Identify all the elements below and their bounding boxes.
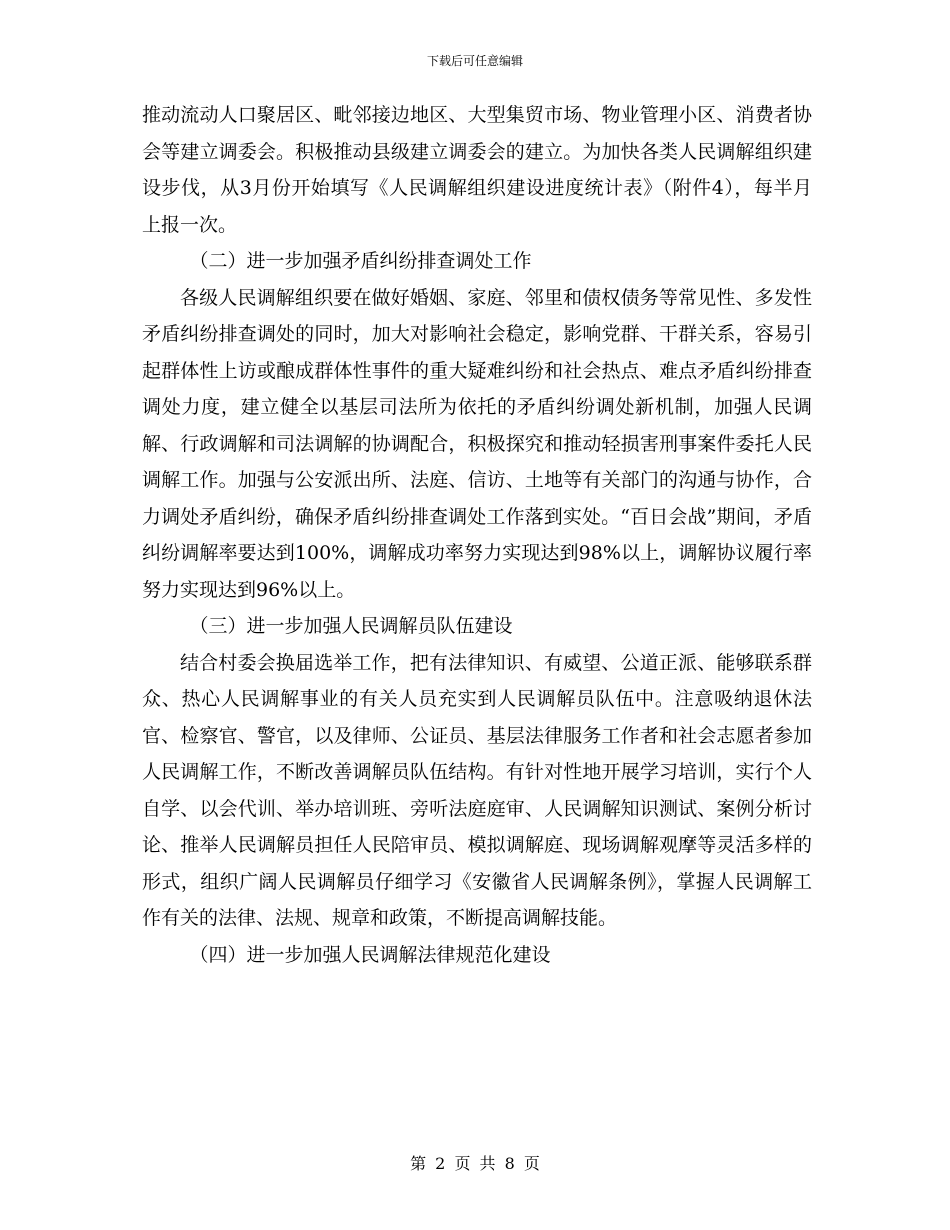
page-footer: 第 2 页 共 8 页 [410, 1154, 540, 1173]
paragraph-continuation: 推动流动人口聚居区、毗邻接边地区、大型集贸市场、物业管理小区、消费者协会等建立调委会。积极推动县级建立调委会的建立。为加快各类人民调解组织建设步伐，从3月份开始填写《人民调解组织建设进度统计表》（附件4），每半月上报一次。 [142, 104, 812, 236]
paragraph-dispute-handling: 各级人民调解组织要在做好婚姻、家庭、邻里和债权债务等常见性、多发性矛盾纠纷排查调处的同时，加大对影响社会稳定，影响党群、干群关系，容易引起群体性上访或酿成群体性事件的重大疑难纠纷和社会热点、难点矛盾纠纷排查调处力度，建立健全以基层司法所为依托的矛盾纠纷调处新机制，加强人民调解、行政调解和司法调解的协调配合，积极探究和推动轻损害刑事案件委托人民调解工作。加强与公安派出所、法庭、信访、土地等有关部门的沟通与协作，合力调处矛盾纠纷，确保矛盾纠纷排查调处工作落到实处。“百日会战”期间，矛盾纠纷调解率要达到100%，调解成功率努力实现达到98%以上，调解协议履行率努力实现达到96%以上。 [142, 286, 812, 601]
document-body [142, 97, 812, 973]
paragraph-mediator-team: 结合村委会换届选举工作，把有法律知识、有威望、公道正派、能够联系群众、热心人民调解事业的有关人员充实到人民调解员队伍中。注意吸纳退休法官、检察官、警官，以及律师、公证员、基层法律服务工作者和社会志愿者参加人民调解工作，不断改善调解员队伍结构。有针对性地开展学习培训，实行个人自学、以会代训、举办培训班、旁听法庭庭审、人民调解知识测试、案例分析讨论、推举人民调解员担任人民陪审员、模拟调解庭、现场调解观摩等灵活多样的形式，组织广阔人民调解员仔细学习《安徽省人民调解条例》，掌握人民调解工作有关的法律、法规、规章和政策，不断提高调解技能。 [142, 651, 812, 929]
section-heading-2: （二）进一步加强矛盾纠纷排查调处工作 [189, 250, 532, 272]
section-heading-4: （四）进一步加强人民调解法律规范化建设 [189, 943, 551, 966]
section-heading-3: （三）进一步加强人民调解员队伍建设 [189, 615, 513, 637]
page-header: 下载后可任意编辑 [426, 54, 523, 68]
